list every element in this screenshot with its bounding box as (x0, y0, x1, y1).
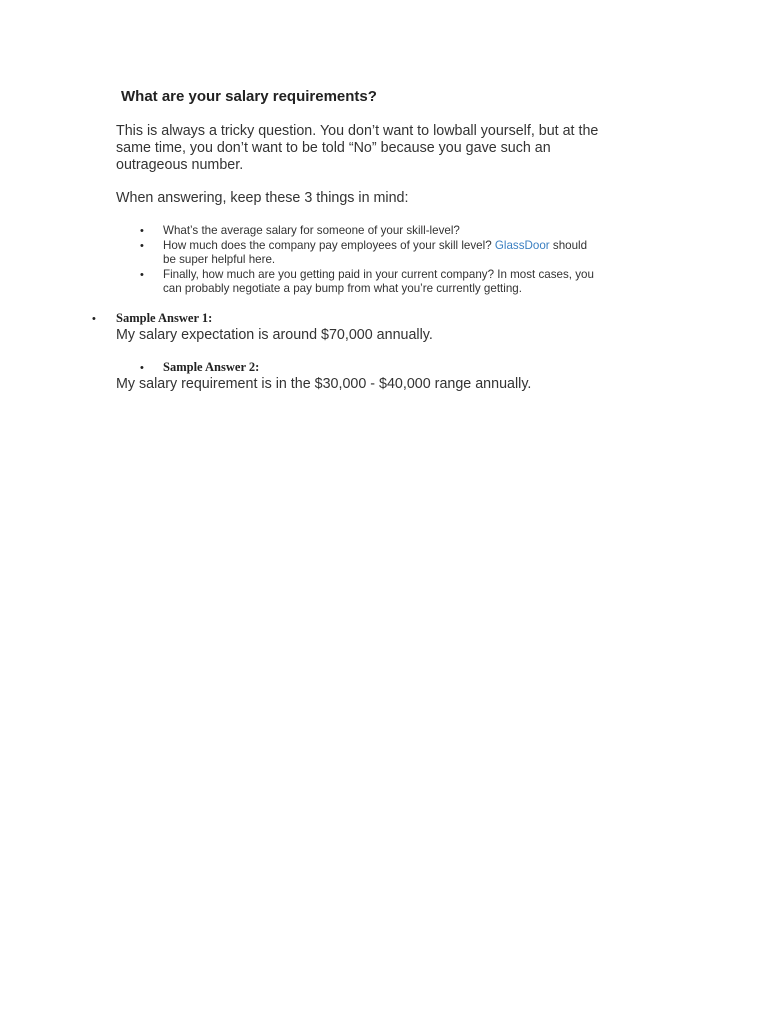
list-item-text: should (552, 239, 588, 252)
bullet-icon: • (140, 269, 144, 281)
bullet-icon: • (92, 313, 96, 325)
bullet-icon: • (140, 240, 144, 252)
sample-answer-1-label: Sample Answer 1: (116, 311, 213, 325)
list-item: What’s the average salary for someone of your skill-level? (163, 224, 460, 237)
bullet-icon: • (140, 225, 144, 237)
list-item-continuation: can probably negotiate a pay bump from what you’re currently getting. (163, 282, 522, 295)
keep-in-mind-text: When answering, keep these 3 things in mind: (116, 190, 409, 206)
list-item: Finally, how much are you getting paid in your current company? In most cases, you (163, 268, 594, 281)
bullet-icon: • (140, 362, 144, 374)
list-item (163, 239, 587, 254)
list-item-continuation: be super helpful here. (163, 253, 276, 266)
intro-line-2: same time, you don’t want to be told “No” because you gave such an (116, 140, 551, 156)
sample-answer-2-label: Sample Answer 2: (163, 360, 260, 374)
sample-answer-2-text: My salary requirement is in the $30,000 - $40,000 range annually. (116, 376, 532, 392)
glassdoor-link[interactable]: GlassDoor (494, 239, 550, 252)
list-item-text: How much does the company pay employees of your skill level? (163, 239, 492, 252)
page-heading: What are your salary requirements? (121, 88, 377, 105)
intro-line-3: outrageous number. (116, 157, 244, 173)
sample-answer-1-text: My salary expectation is around $70,000 annually. (116, 327, 433, 343)
intro-line-1: This is always a tricky question. You don’t want to lowball yourself, but at the (116, 123, 599, 139)
